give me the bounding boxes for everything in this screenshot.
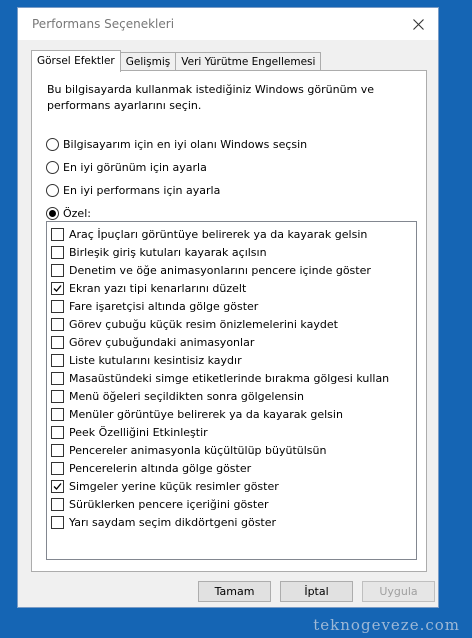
checkbox-unchecked[interactable] (51, 462, 64, 475)
visual-effects-list[interactable] (46, 221, 417, 560)
effect-label: Denetim ve öğe animasyonlarını pencere içinde göster (69, 263, 371, 277)
effect-option[interactable] (51, 513, 276, 531)
checkbox-unchecked[interactable] (51, 336, 64, 349)
effect-option[interactable] (51, 369, 389, 387)
apply-button[interactable]: Uygula (362, 581, 435, 602)
effect-label: Peek Özelliğini Etkinleştir (69, 425, 208, 439)
description-text: Bu bilgisayarda kullanmak istediğiniz Windows görünüm ve performans ayarlarını seçin. (47, 83, 375, 112)
effect-option[interactable] (51, 297, 258, 315)
tab-data-execution-prevention[interactable]: Veri Yürütme Engellemesi (175, 52, 321, 71)
checkbox-unchecked[interactable] (51, 228, 64, 241)
radio-button[interactable] (46, 138, 59, 151)
radio-button[interactable] (46, 184, 59, 197)
radio-let-windows-choose[interactable] (46, 136, 307, 152)
effect-option[interactable] (51, 351, 242, 369)
effect-label: Pencerelerin altında gölge göster (69, 461, 252, 475)
tab-advanced[interactable]: Gelişmiş (120, 52, 177, 71)
effect-option[interactable] (51, 459, 251, 477)
radio-best-appearance[interactable] (46, 159, 207, 175)
radio-best-performance[interactable] (46, 182, 220, 198)
effect-option[interactable] (51, 405, 343, 423)
title-bar[interactable] (18, 8, 438, 40)
effect-label: Görev çubuğu küçük resim önizlemelerini kaydet (69, 317, 338, 331)
effect-label: Araç İpuçları görüntüye belirerek ya da kayarak gelsin (69, 227, 368, 241)
checkmark-icon (53, 284, 62, 293)
watermark-text: teknogeveze.com (313, 616, 460, 634)
checkbox-checked[interactable] (51, 282, 64, 295)
effect-label: Menüler görüntüye belirerek ya da kayarak gelsin (69, 407, 343, 421)
radio-label: Özel: (63, 206, 91, 220)
effect-label: Birleşik giriş kutuları kayarak açılsın (69, 245, 267, 259)
performance-options-dialog (17, 7, 439, 608)
effect-option[interactable] (51, 225, 367, 243)
radio-label: En iyi performans için ayarla (63, 183, 221, 197)
effect-label: Görev çubuğundaki animasyonlar (69, 335, 255, 349)
effect-label: Masaüstündeki simge etiketlerinde bırakma gölgesi kullan (69, 371, 390, 385)
radio-label: En iyi görünüm için ayarla (63, 160, 207, 174)
window-title: Performans Seçenekleri (32, 17, 175, 31)
close-icon (413, 19, 424, 30)
effect-option[interactable] (51, 261, 371, 279)
checkbox-unchecked[interactable] (51, 426, 64, 439)
checkbox-unchecked[interactable] (51, 444, 64, 457)
effect-option[interactable] (51, 477, 279, 495)
effect-option[interactable] (51, 495, 269, 513)
effect-label: Fare işaretçisi altında gölge göster (69, 299, 259, 313)
effect-option[interactable] (51, 441, 326, 459)
tab-visual-effects[interactable]: Görsel Efektler (31, 50, 121, 72)
effect-option[interactable] (51, 333, 254, 351)
checkbox-unchecked[interactable] (51, 354, 64, 367)
checkmark-icon (53, 482, 62, 491)
effect-option[interactable] (51, 243, 267, 261)
checkbox-unchecked[interactable] (51, 390, 64, 403)
checkbox-unchecked[interactable] (51, 372, 64, 385)
effect-label: Yarı saydam seçim dikdörtgeni göster (69, 515, 277, 529)
effect-option[interactable] (51, 279, 246, 297)
effect-label: Sürüklerken pencere içeriğini göster (69, 497, 269, 511)
effect-label: Ekran yazı tipi kenarlarını düzelt (69, 281, 247, 295)
checkbox-unchecked[interactable] (51, 318, 64, 331)
checkbox-checked[interactable] (51, 480, 64, 493)
effect-option[interactable] (51, 423, 208, 441)
radio-custom[interactable] (46, 205, 91, 221)
tab-strip (31, 49, 320, 71)
effect-option[interactable] (51, 315, 338, 333)
effect-label: Pencereler animasyonla küçültülüp büyütülsün (69, 443, 327, 457)
ok-button[interactable]: Tamam (198, 581, 271, 602)
visual-effects-panel (31, 70, 427, 572)
cancel-button[interactable]: İptal (280, 581, 353, 602)
checkbox-unchecked[interactable] (51, 264, 64, 277)
effect-label: Simgeler yerine küçük resimler göster (69, 479, 279, 493)
radio-button[interactable] (46, 161, 59, 174)
checkbox-unchecked[interactable] (51, 516, 64, 529)
checkbox-unchecked[interactable] (51, 408, 64, 421)
radio-button[interactable] (46, 207, 59, 220)
radio-label: Bilgisayarım için en iyi olanı Windows seçsin (63, 137, 308, 151)
checkbox-unchecked[interactable] (51, 498, 64, 511)
effect-label: Liste kutularını kesintisiz kaydır (69, 353, 242, 367)
close-button[interactable] (398, 8, 438, 40)
checkbox-unchecked[interactable] (51, 300, 64, 313)
checkbox-unchecked[interactable] (51, 246, 64, 259)
effect-label: Menü öğeleri seçildikten sonra gölgelensin (69, 389, 304, 403)
effect-option[interactable] (51, 387, 304, 405)
